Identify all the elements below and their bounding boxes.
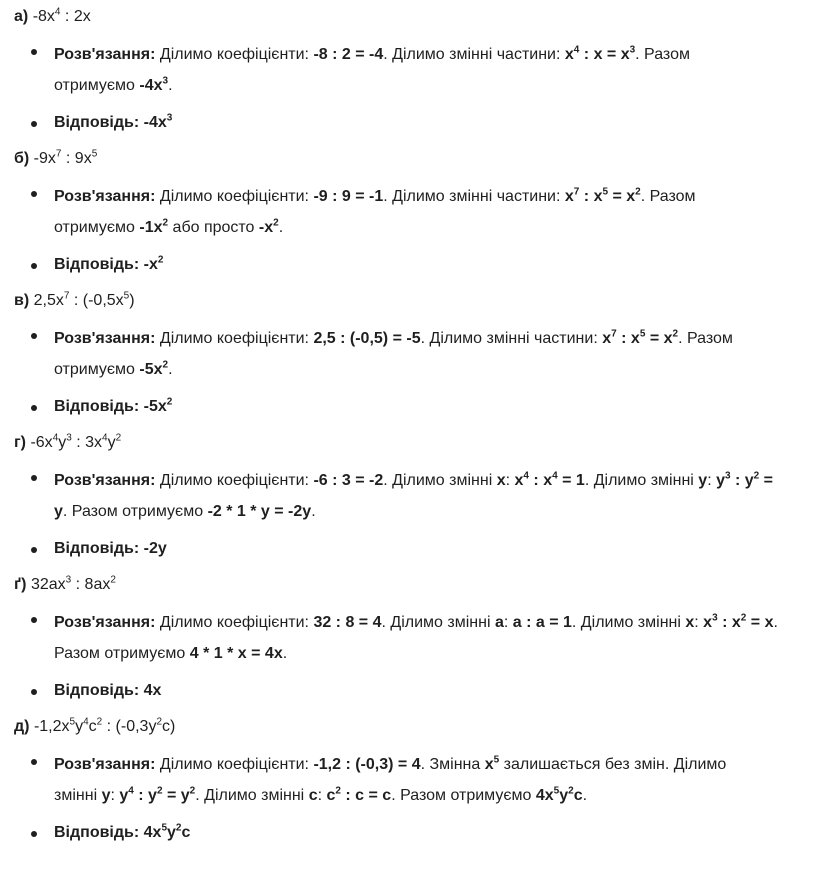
problem-b — [14, 148, 795, 277]
problem-expression: $32ax^3$ : $8ax^2$ — [30, 574, 116, 593]
solution-label: Розв'язання: — [54, 614, 156, 631]
answer-value: $4x^5y^2c$ — [143, 822, 191, 841]
solution-label: Розв'язання: — [54, 472, 156, 489]
solution-label: Розв'язання: — [54, 46, 156, 63]
answer-label: Відповідь: — [54, 256, 140, 273]
problem-steps — [14, 465, 795, 561]
solution-label: Розв'язання: — [54, 330, 156, 347]
solution-item: Розв'язання: Ділимо коефіцієнти: 2,5 : (-0,5) = -5. Ділимо змінні частини: $x^7$ : $x^5 = x^2$. Разом отримуємо $-5x^2$. — [14, 323, 795, 385]
problem-v — [14, 290, 795, 419]
problem-title — [14, 148, 795, 176]
answer-label: Відповідь: — [54, 114, 140, 131]
problem-label: в) — [14, 292, 30, 309]
problem-title — [14, 6, 795, 34]
problem-label: г) — [14, 434, 26, 451]
problem-expression: $2,5x^7$ : $(-0,5x^5)$ — [33, 290, 135, 309]
problem-h — [14, 432, 795, 561]
solution-item: Розв'язання: Ділимо коефіцієнти: 32 : 8 = 4. Ділимо змінні a: a : a = 1. Ділимо змінні x: $x^3$ : $x^2 = x$. Разом отримуємо 4 * 1 * x = 4x. — [14, 607, 795, 669]
problem-steps — [14, 323, 795, 419]
problem-expression: $-9x^7$ : $9x^5$ — [33, 148, 98, 167]
answer-label: Відповідь: — [54, 540, 140, 557]
answer-label: Відповідь: — [54, 824, 140, 841]
problem-steps — [14, 749, 795, 845]
problem-title — [14, 290, 795, 318]
problem-expression: $-8x^4$ : 2x — [32, 6, 91, 25]
answer-value: -2y — [143, 540, 167, 557]
answer-label: Відповідь: — [54, 398, 140, 415]
problem-title — [14, 716, 795, 744]
problem-expression: $-1,2x^5y^4c^2$ : $(-0,3y^2c)$ — [33, 716, 176, 735]
problem-g — [14, 574, 795, 703]
answer-item — [14, 395, 795, 419]
problem-steps — [14, 39, 795, 135]
solution-item: Розв'язання: Ділимо коефіцієнти: -1,2 : (-0,3) = 4. Змінна $x^5$ залишається без змін. Ділимо змінні y: $y^4$ : $y^2 = y^2$. Ділимо змінні c: $c^2$ : c = c. Разом отримуємо $4x^5y^2c$. — [14, 749, 795, 811]
problem-title — [14, 574, 795, 602]
solution-item: Розв'язання: Ділимо коефіцієнти: -6 : 3 = -2. Ділимо змінні x: $x^4$ : $x^4 = 1$. Ділимо змінні y: $y^3$ : $y^2$ = y. Разом отримуємо -2 * 1 * y = -2y. — [14, 465, 795, 527]
problem-label: д) — [14, 718, 30, 735]
answer-item — [14, 537, 795, 561]
problem-expression: $-6x^4y^3$ : $3x^4y^2$ — [30, 432, 122, 451]
solution-label: Розв'язання: — [54, 756, 156, 773]
solution-item: Розв'язання: Ділимо коефіцієнти: -9 : 9 = -1. Ділимо змінні частини: $x^7$ : $x^5 = x^2$. Разом отримуємо $-1x^2$ або просто $-x^2$. — [14, 181, 795, 243]
answer-item — [14, 253, 795, 277]
problem-label: ґ) — [14, 576, 27, 593]
answer-label: Відповідь: — [54, 682, 140, 699]
answer-value: $-4x^3$ — [143, 112, 173, 131]
answer-item — [14, 679, 795, 703]
answer-value: $-x^2$ — [143, 254, 164, 273]
solution-label: Розв'язання: — [54, 188, 156, 205]
problem-steps — [14, 181, 795, 277]
problem-label: б) — [14, 150, 30, 167]
answer-item — [14, 111, 795, 135]
answer-item — [14, 821, 795, 845]
problem-d — [14, 716, 795, 845]
problem-a — [14, 6, 795, 135]
answer-value: 4x — [143, 682, 162, 699]
problem-steps — [14, 607, 795, 703]
problem-label: а) — [14, 8, 29, 25]
solution-item: Розв'язання: Ділимо коефіцієнти: -8 : 2 = -4. Ділимо змінні частини: $x^4$ : $x = x^3$. Разом отримуємо $-4x^3$. — [14, 39, 795, 101]
answer-value: $-5x^2$ — [143, 396, 173, 415]
problem-title — [14, 432, 795, 460]
